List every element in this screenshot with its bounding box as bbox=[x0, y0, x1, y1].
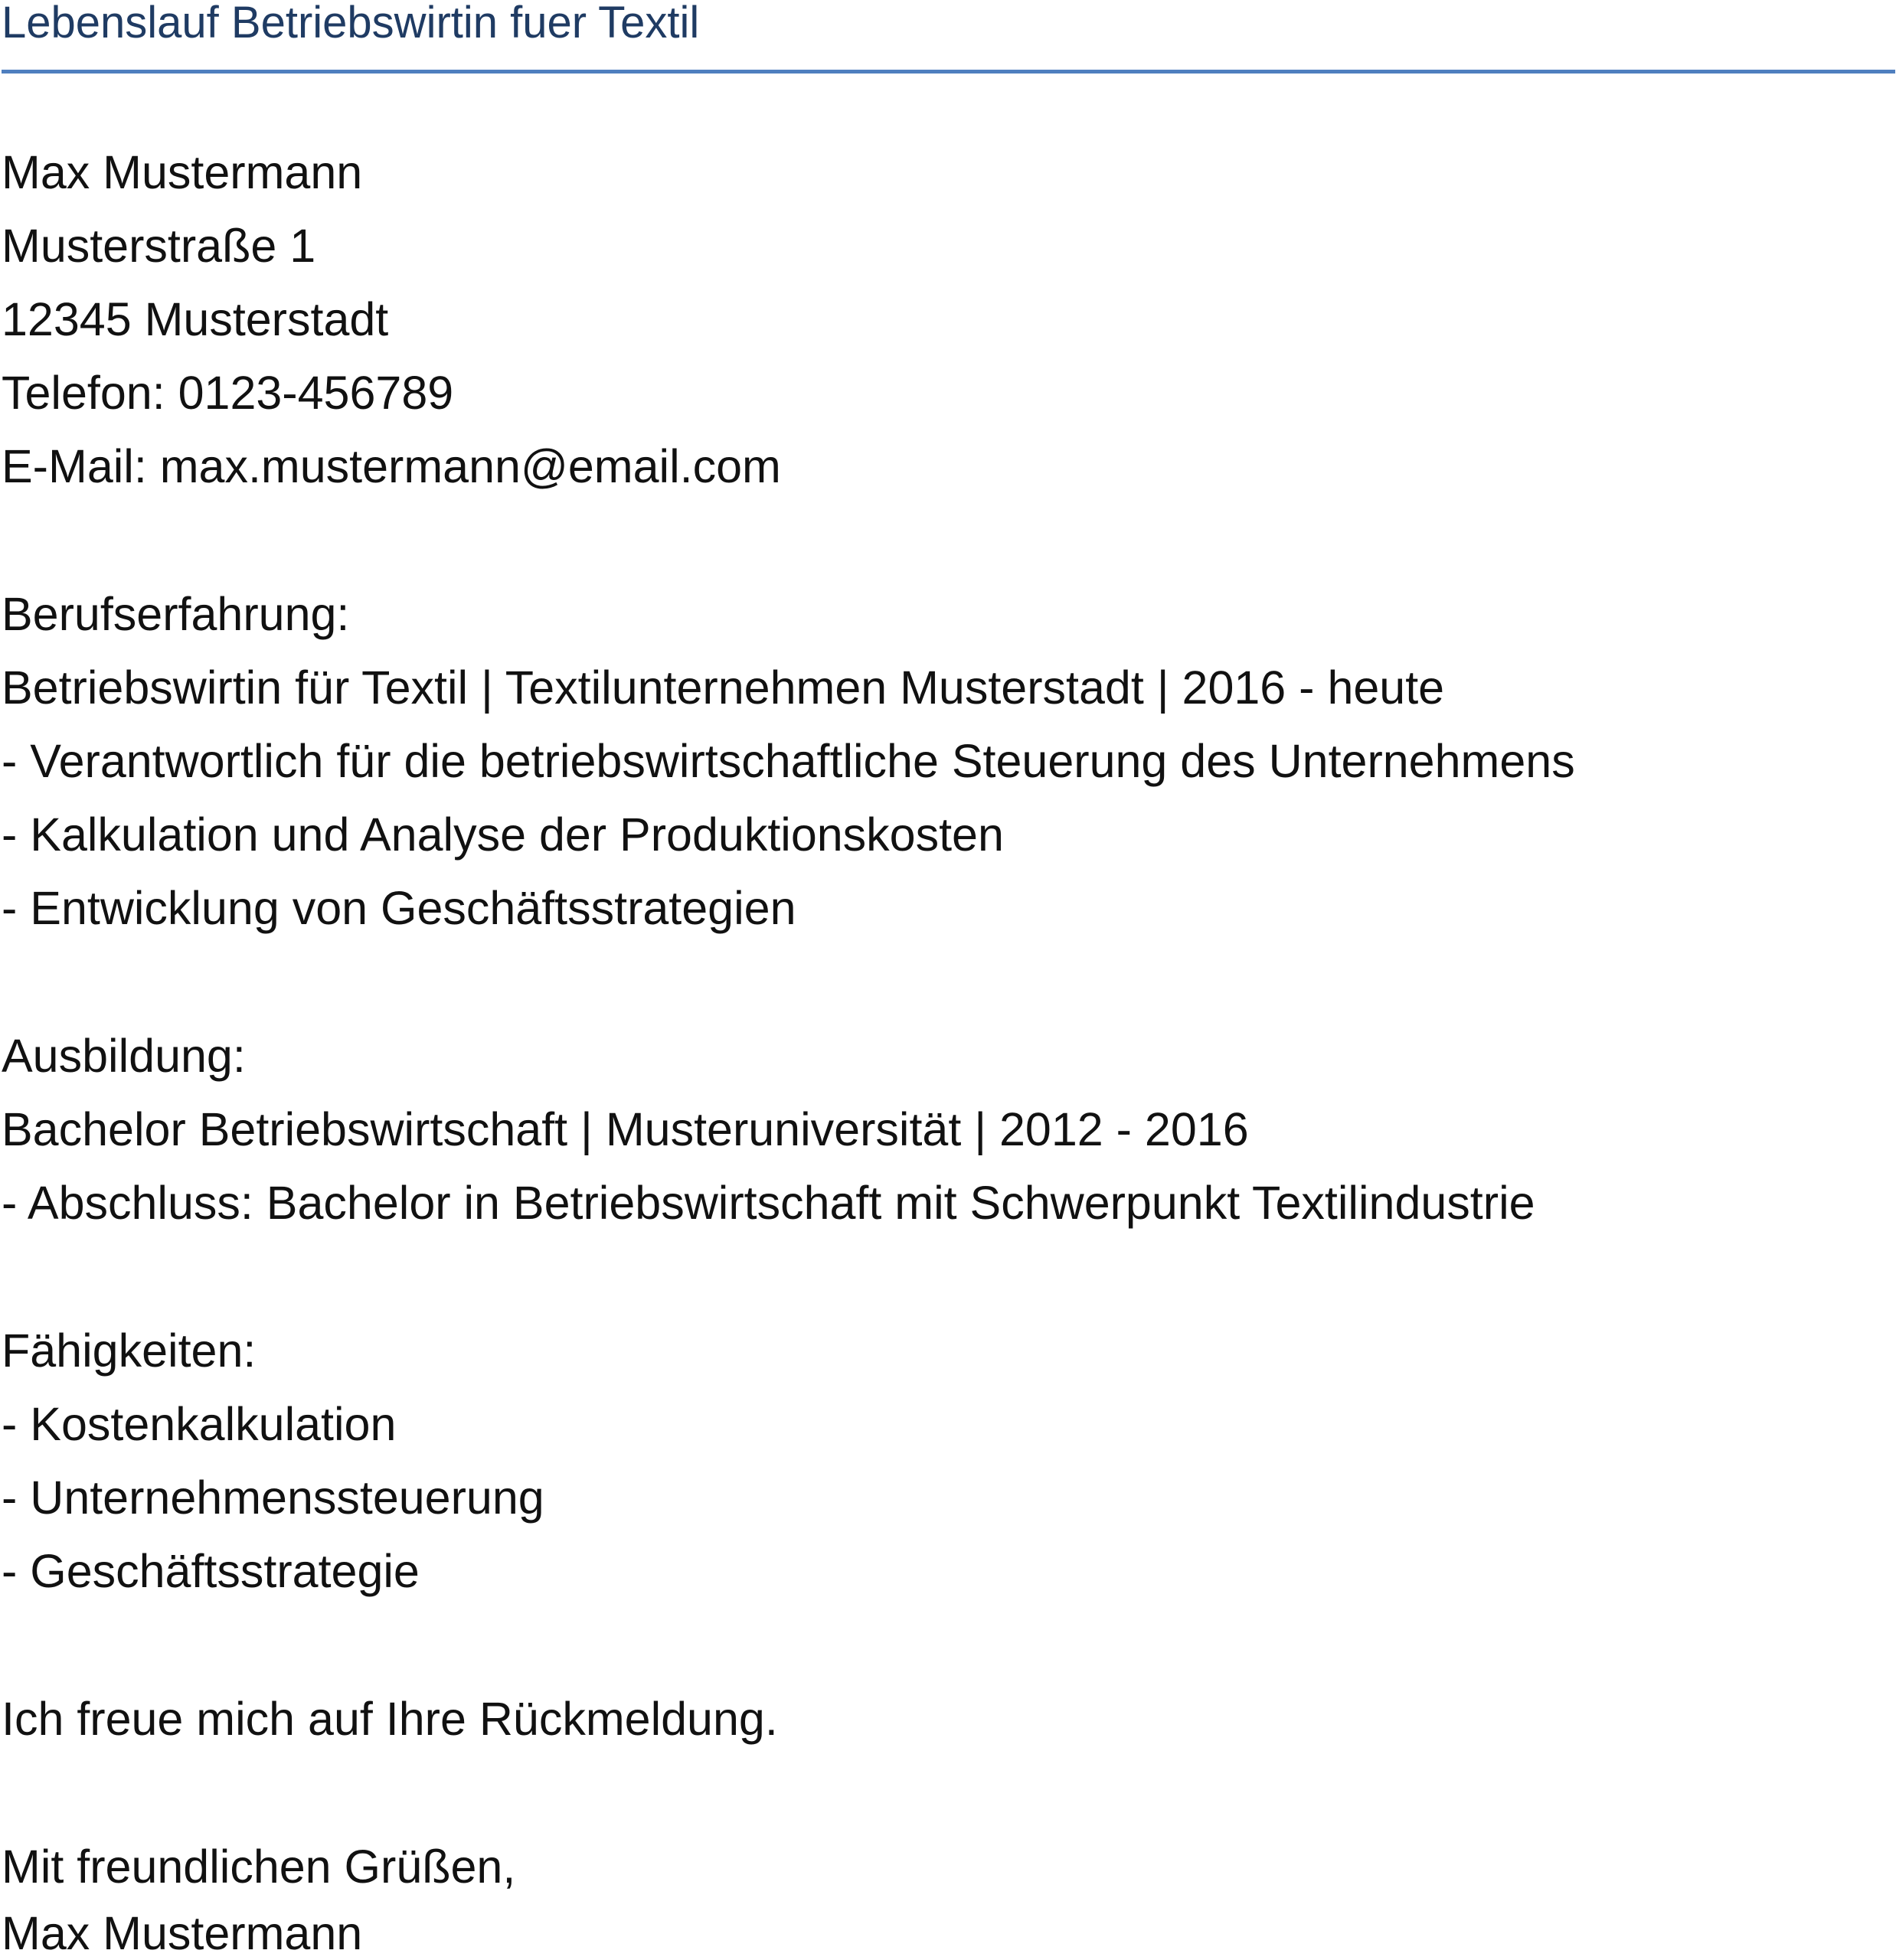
education-degree: Bachelor Betriebswirtschaft | Musteruniversität | 2012 - 2016 bbox=[2, 1103, 1249, 1155]
closing-text: Ich freue mich auf Ihre Rückmeldung. bbox=[2, 1693, 778, 1745]
contact-city: 12345 Musterstadt bbox=[2, 293, 389, 345]
contact-street: Musterstraße 1 bbox=[2, 220, 316, 272]
skills-bullet: - Unternehmenssteuerung bbox=[2, 1472, 544, 1524]
contact-email: E-Mail: max.mustermann@email.com bbox=[2, 440, 781, 492]
document-title: Lebenslauf Betriebswirtin fuer Textil bbox=[2, 0, 700, 47]
signature-name: Max Mustermann bbox=[2, 1907, 363, 1959]
closing-salutation: Mit freundlichen Grüßen, bbox=[2, 1841, 516, 1893]
skills-heading: Fähigkeiten: bbox=[2, 1325, 257, 1377]
title-underline bbox=[2, 70, 1895, 74]
experience-bullet: - Entwicklung von Geschäftsstrategien bbox=[2, 882, 796, 934]
experience-heading: Berufserfahrung: bbox=[2, 588, 350, 640]
education-heading: Ausbildung: bbox=[2, 1030, 246, 1082]
skills-bullet: - Kostenkalkulation bbox=[2, 1398, 397, 1450]
education-bullet: - Abschluss: Bachelor in Betriebswirtschaft mit Schwerpunkt Textilindustrie bbox=[2, 1177, 1535, 1229]
contact-name: Max Mustermann bbox=[2, 146, 363, 198]
experience-position: Betriebswirtin für Textil | Textilunternehmen Musterstadt | 2016 - heute bbox=[2, 662, 1445, 714]
skills-bullet: - Geschäftsstrategie bbox=[2, 1545, 420, 1597]
experience-bullet: - Verantwortlich für die betriebswirtschaftliche Steuerung des Unternehmens bbox=[2, 735, 1575, 787]
experience-bullet: - Kalkulation und Analyse der Produktionskosten bbox=[2, 808, 1004, 861]
contact-phone: Telefon: 0123-456789 bbox=[2, 367, 454, 419]
